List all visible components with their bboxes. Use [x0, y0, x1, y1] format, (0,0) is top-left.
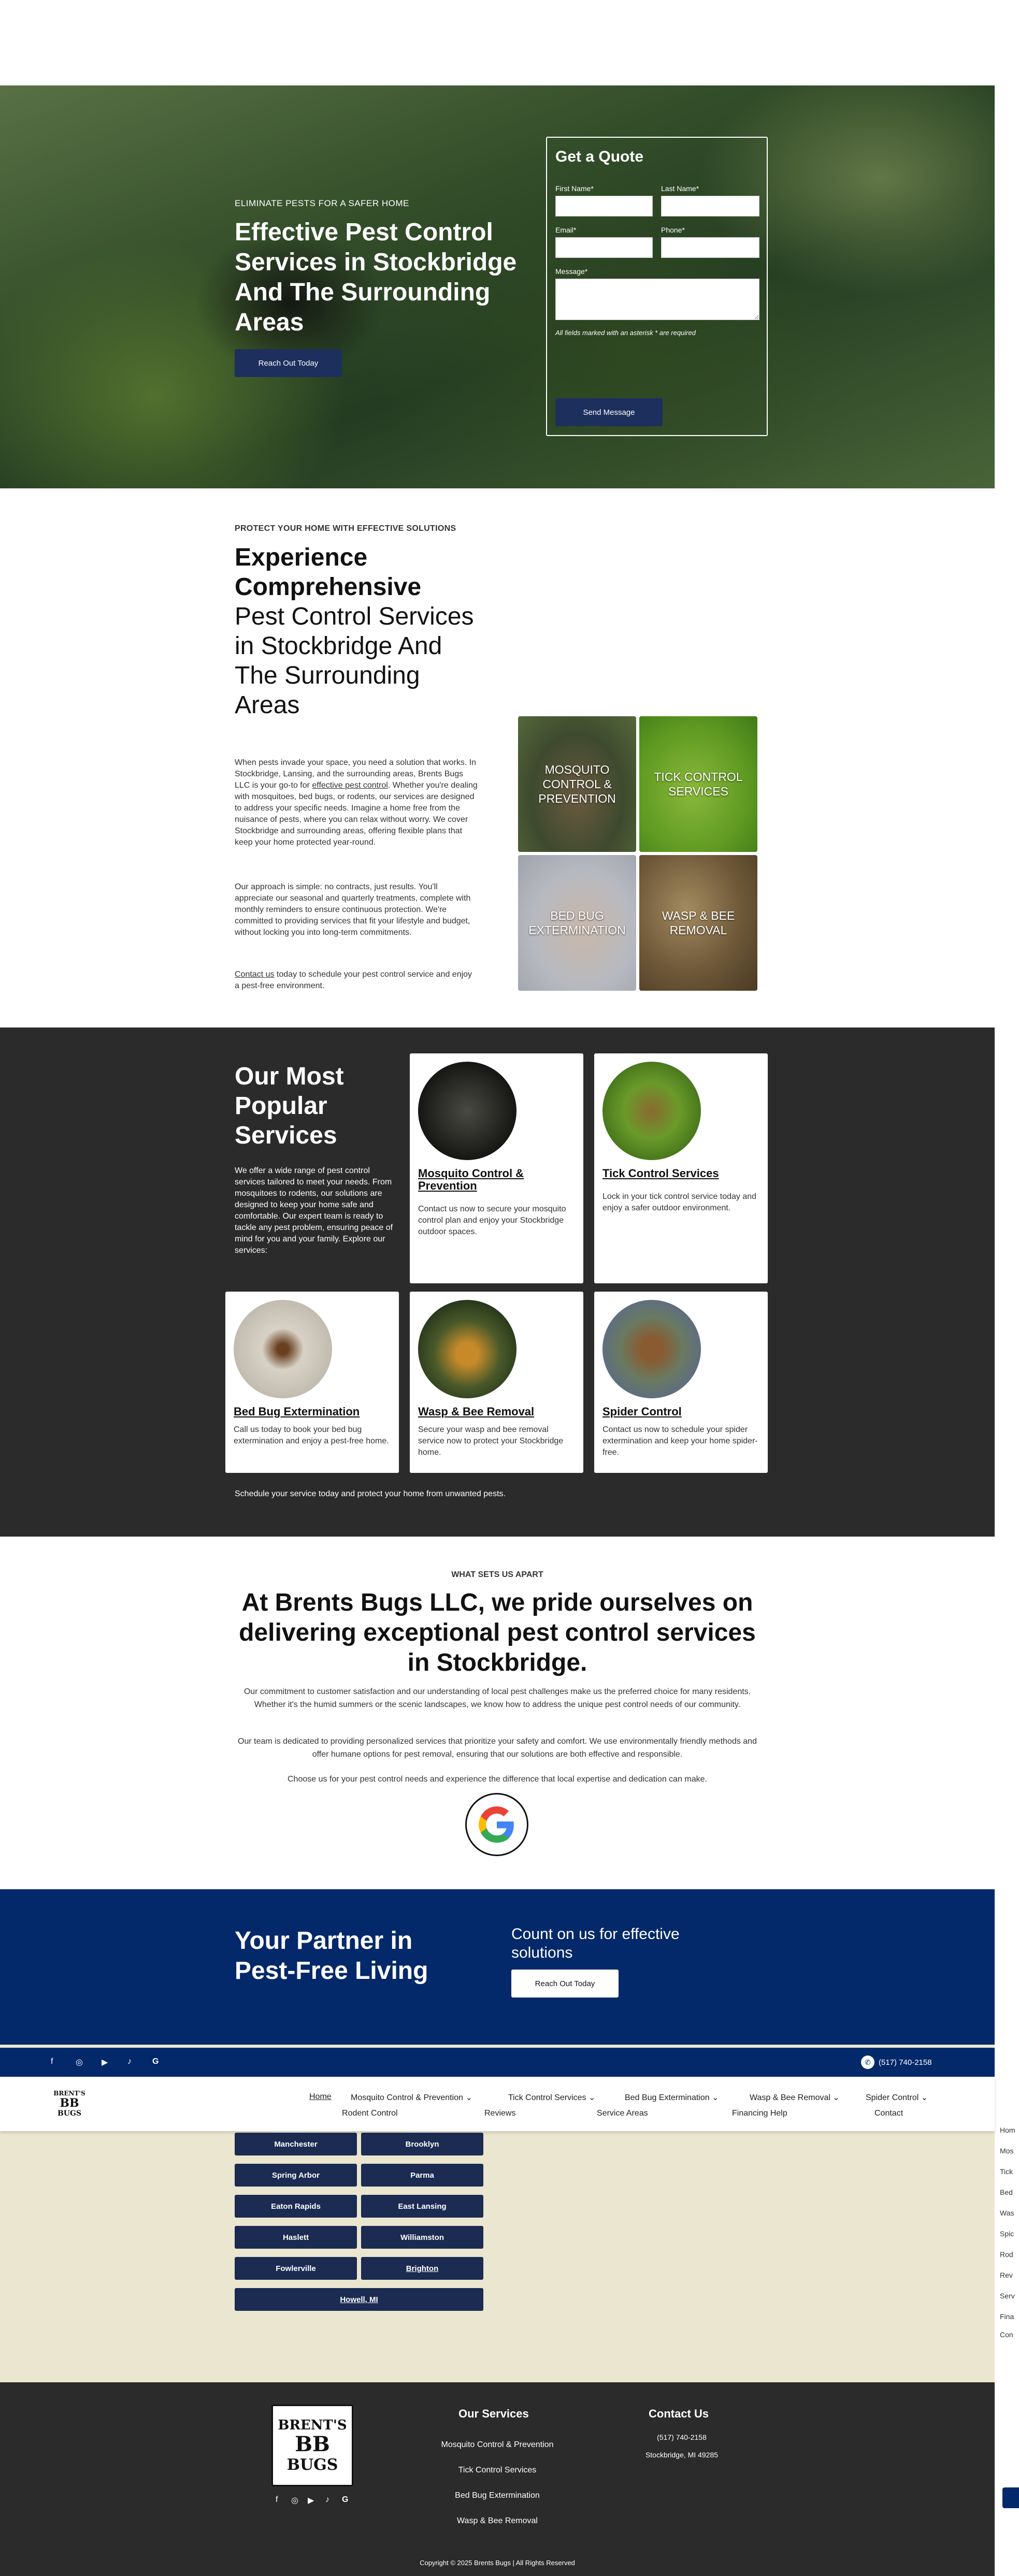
experience-p3-text: today to schedule your pest control service and enjoy a pest-free environment. — [235, 970, 472, 990]
google-icon[interactable]: G — [152, 2057, 159, 2066]
email-label: Email* — [555, 226, 577, 234]
footer-contact-title: Contact Us — [649, 2407, 709, 2420]
site-footer — [0, 2382, 995, 2576]
experience-title — [235, 543, 483, 720]
top-bar — [0, 2048, 995, 2077]
phone-label: Phone* — [661, 226, 685, 234]
partner-cta-button[interactable]: Reach Out Today — [511, 1970, 619, 1998]
instagram-icon[interactable]: ◎ — [76, 2058, 83, 2067]
side-menu-item[interactable]: Fina — [1000, 2312, 1014, 2321]
hero-section — [0, 85, 995, 488]
city-button[interactable] — [235, 2195, 357, 2218]
quote-form — [546, 137, 768, 436]
youtube-icon[interactable]: ▶ — [102, 2058, 108, 2067]
city-button[interactable] — [361, 2164, 483, 2187]
nav-spider-control[interactable]: Spider Control ⌄ — [866, 2093, 928, 2102]
experience-paragraph-3 — [235, 969, 478, 992]
tiktok-icon[interactable]: ♪ — [325, 2495, 329, 2504]
card-mosquito-control[interactable] — [410, 1053, 583, 1283]
card-title: Tick Control Services — [602, 1167, 719, 1180]
logo-mark: BB — [60, 2096, 79, 2110]
nav-tick-control[interactable]: Tick Control Services ⌄ — [508, 2093, 596, 2102]
copyright-text: Copyright © 2025 Brents Bugs | All Rights Reserved — [420, 2559, 575, 2567]
footer-service-link[interactable]: Wasp & Bee Removal — [457, 2516, 538, 2525]
card-spider-control[interactable] — [594, 1292, 768, 1473]
nav-mosquito-control[interactable]: Mosquito Control & Prevention ⌄ — [351, 2093, 472, 2102]
popular-services-section — [0, 1027, 995, 1537]
side-menu-item[interactable]: Rod — [1000, 2250, 1013, 2259]
instagram-icon[interactable]: ◎ — [291, 2496, 298, 2505]
card-title: Spider Control — [602, 1405, 682, 1418]
site-logo[interactable] — [51, 2083, 88, 2124]
top-bar-phone[interactable] — [861, 2055, 932, 2070]
tile-label: MOSQUITO CONTROL & PREVENTION — [538, 763, 616, 805]
card-title: Mosquito Control & Prevention — [418, 1167, 524, 1192]
apart-paragraph-3: Choose us for your pest control needs and experience the difference that local expertise and dedication can make. — [288, 1775, 707, 1784]
side-menu-item[interactable]: Tick — [1000, 2167, 1013, 2176]
popular-services-closing: Schedule your service today and protect your home from unwanted pests. — [235, 1489, 506, 1498]
required-note: All fields marked with an asterisk * are required — [555, 329, 696, 337]
nav-home[interactable]: Home — [309, 2092, 332, 2101]
bed-bug-image — [234, 1300, 332, 1398]
effective-pest-control-link[interactable]: effective pest control — [312, 781, 388, 790]
contact-us-link[interactable]: Contact us — [235, 970, 275, 979]
apart-paragraph-2: Our team is dedicated to providing personalized services that prioritize your safety and comfort. We use environmentally friendly methods and offer humane options for pest removal, ensuring that our solutions are both effective and responsible. — [238, 1737, 757, 1759]
popular-services-title: Our Most Popular Services — [235, 1063, 344, 1149]
card-bed-bug-extermination[interactable] — [225, 1292, 399, 1473]
mosquito-image — [418, 1062, 516, 1160]
tile-label: TICK CONTROL SERVICES — [654, 770, 743, 798]
facebook-icon[interactable]: f — [276, 2495, 278, 2504]
phone-input[interactable] — [661, 237, 759, 258]
side-menu-item[interactable]: Was — [1000, 2209, 1014, 2217]
first-name-input[interactable] — [555, 196, 653, 216]
city-button[interactable] — [235, 2226, 357, 2249]
city-button[interactable] — [361, 2257, 483, 2280]
google-icon — [479, 1806, 515, 1843]
footer-logo[interactable] — [271, 2405, 353, 2486]
city-button[interactable] — [235, 2257, 357, 2280]
hero-title: Effective Pest Control Services in Stockbridge And The Surrounding Areas — [235, 219, 517, 336]
google-icon[interactable]: G — [342, 2495, 349, 2504]
experience-p1-text-end: . Whether you're dealing with mosquitoes, bed bugs, or rodents, our services are designed to address your specific needs. Imagine a home free from the nuisance of pests, where you can relax without worry. We cover Stockbridge and surrounding areas, offering flexible plans that keep your home protected year-round. — [235, 781, 478, 847]
city-label: Manchester — [274, 2139, 318, 2149]
nav-rodent-control[interactable]: Rodent Control — [342, 2109, 398, 2118]
nav-reviews[interactable]: Reviews — [484, 2109, 516, 2118]
partner-subtitle: Count on us for effective solutions — [511, 1926, 680, 1961]
main-navigation — [0, 2077, 995, 2131]
facebook-icon[interactable]: f — [51, 2057, 53, 2066]
youtube-icon[interactable]: ▶ — [308, 2496, 314, 2505]
tile-tick-control[interactable] — [639, 716, 757, 852]
city-label: Williamston — [400, 2233, 444, 2242]
side-menu-item[interactable]: Bed — [1000, 2188, 1013, 2196]
footer-services-title: Our Services — [458, 2407, 529, 2420]
city-label: Eaton Rapids — [271, 2202, 321, 2211]
footer-service-link[interactable]: Tick Control Services — [458, 2466, 537, 2474]
first-name-label: First Name* — [555, 184, 594, 193]
card-description: Call us today to book your bed bug extermination and enjoy a pest-free home. — [234, 1425, 389, 1445]
hero-cta-button[interactable]: Reach Out Today — [235, 349, 342, 377]
side-menu-item[interactable]: Hom — [1000, 2126, 1015, 2134]
city-label: East Lansing — [398, 2202, 447, 2211]
city-label: Brooklyn — [405, 2139, 439, 2149]
nav-financing-help[interactable]: Financing Help — [732, 2109, 787, 2118]
tile-label: BED BUG EXTERMINATION — [528, 909, 626, 937]
footer-service-link[interactable]: Mosquito Control & Prevention — [441, 2440, 554, 2449]
footer-phone[interactable]: (517) 740-2158 — [657, 2433, 707, 2441]
city-button[interactable] — [235, 2288, 483, 2311]
apart-paragraph-1: Our commitment to customer satisfaction and our understanding of local pest challenges make us the preferred choice for many residents. Whether it's the humid summers or the scenic landscapes, we know how to address the unique pest control needs of our community. — [243, 1687, 751, 1709]
footer-address: Stockbridge, MI 49285 — [645, 2451, 719, 2459]
card-description: Contact us now to secure your mosquito control plan and enjoy your Stockbridge outdoor spaces. — [418, 1205, 566, 1236]
nav-wasp-bee[interactable]: Wasp & Bee Removal ⌄ — [750, 2093, 840, 2102]
card-wasp-bee-removal[interactable] — [410, 1292, 583, 1473]
side-menu-item[interactable]: Mos — [1000, 2147, 1014, 2155]
nav-contact[interactable]: Contact — [874, 2109, 903, 2118]
tile-wasp-bee-removal[interactable] — [639, 855, 757, 991]
city-button[interactable] — [235, 2133, 357, 2155]
partner-title: Your Partner in Pest-Free Living — [235, 1927, 428, 1985]
message-label: Message* — [555, 267, 588, 276]
tick-image — [602, 1062, 701, 1160]
experience-p1-text: When pests invade your space, you need a solution that works. In Stockbridge, Lansing, and the surrounding areas, Brents Bugs LLC is your go-to for — [235, 758, 477, 790]
city-button[interactable] — [235, 2164, 357, 2187]
card-description: Lock in your tick control service today and enjoy a safer outdoor environment. — [602, 1192, 757, 1212]
card-description: Contact us now to schedule your spider extermination and keep your home spider-free. — [602, 1425, 758, 1457]
experience-eyebrow: PROTECT YOUR HOME WITH EFFECTIVE SOLUTIONS — [235, 524, 456, 533]
footer-service-link[interactable]: Bed Bug Extermination — [455, 2491, 540, 2500]
spider-image — [602, 1300, 701, 1398]
experience-title-regular: Pest Control Services in Stockbridge And The Surrounding Areas — [235, 603, 474, 719]
popular-services-intro: We offer a wide range of pest control services tailored to meet your needs. From mosquitoes to rodents, our solutions are designed to keep your home safe and comfortable. Our expert team is ready to tackle any pest problem, ensuring peace of mind for you and your family. Explore our services: — [235, 1166, 393, 1255]
logo-line-2: BUGS — [57, 2109, 82, 2118]
side-menu-item[interactable]: Con — [1000, 2331, 1013, 2339]
city-label: Haslett — [282, 2233, 309, 2242]
email-input[interactable] — [555, 237, 653, 258]
nav-bed-bug[interactable]: Bed Bug Extermination ⌄ — [625, 2093, 719, 2102]
city-button[interactable] — [361, 2133, 483, 2155]
last-name-label: Last Name* — [661, 184, 699, 193]
send-message-button[interactable]: Send Message — [555, 398, 663, 426]
scroll-to-top-button[interactable] — [1002, 2487, 1019, 2508]
city-label: Spring Arbor — [272, 2170, 320, 2180]
side-menu-item[interactable]: Serv — [1000, 2292, 1015, 2300]
logo-line-1: BRENT'S — [53, 2090, 85, 2097]
quote-form-title: Get a Quote — [555, 148, 644, 165]
bee-image — [418, 1300, 516, 1398]
city-label: Brighton — [406, 2264, 439, 2273]
side-menu-item[interactable]: Spic — [1000, 2230, 1014, 2238]
card-tick-control[interactable] — [594, 1053, 768, 1283]
card-title: Bed Bug Extermination — [234, 1405, 360, 1418]
footer-logo-line-1: BRENT'S — [278, 2417, 347, 2433]
tile-mosquito-control[interactable] — [518, 716, 636, 852]
hero-eyebrow: ELIMINATE PESTS FOR A SAFER HOME — [235, 198, 409, 208]
city-button[interactable] — [361, 2195, 483, 2218]
experience-paragraph-2: Our approach is simple: no contracts, just results. You'll appreciate our seasonal and quarterly treatments, complete with monthly reminders to ensure continuous protection. We're committed to providing services that fit your lifestyle and budget, without locking you into long-term commitments. — [235, 882, 471, 937]
experience-title-bold: Experience Comprehensive — [235, 544, 422, 601]
top-bar-phone-text: (517) 740-2158 — [879, 2058, 932, 2067]
phone-icon: ✆ — [861, 2056, 874, 2069]
experience-paragraph-1 — [235, 757, 478, 848]
tiktok-icon[interactable]: ♪ — [127, 2057, 132, 2066]
city-label: Fowlerville — [276, 2264, 316, 2273]
tile-label: WASP & BEE REMOVAL — [662, 909, 735, 937]
tile-bed-bug-extermination[interactable] — [518, 855, 636, 991]
last-name-input[interactable] — [661, 196, 759, 216]
city-label: Parma — [410, 2170, 434, 2180]
nav-service-areas[interactable]: Service Areas — [597, 2109, 648, 2118]
city-button[interactable] — [361, 2226, 483, 2249]
side-menu-item[interactable]: Rev — [1000, 2271, 1013, 2279]
footer-logo-mark: BB — [295, 2432, 330, 2456]
google-reviews-badge[interactable] — [465, 1793, 528, 1856]
apart-title: At Brents Bugs LLC, we pride ourselves on delivering exceptional pest control services in Stockbridge. — [239, 1589, 756, 1676]
apart-eyebrow: WHAT SETS US APART — [451, 1570, 543, 1579]
footer-logo-line-2: BUGS — [286, 2455, 338, 2474]
partner-section — [0, 1889, 995, 2045]
message-textarea[interactable] — [555, 279, 759, 320]
card-title: Wasp & Bee Removal — [418, 1405, 535, 1418]
card-description: Secure your wasp and bee removal service now to protect your Stockbridge home. — [418, 1425, 564, 1457]
city-label: Howell, MI — [340, 2295, 378, 2304]
